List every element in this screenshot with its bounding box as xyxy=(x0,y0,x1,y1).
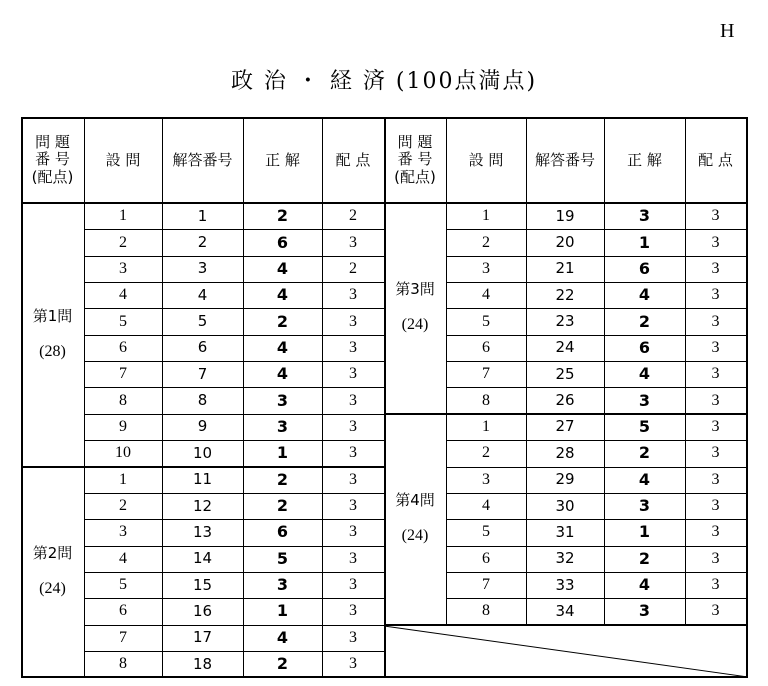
kaito-bango-cell: 6 xyxy=(197,338,208,357)
setsumon-cell: 8 xyxy=(119,655,127,673)
haiten-cell: 3 xyxy=(349,628,357,646)
seikai-cell: 2 xyxy=(638,443,651,463)
row-line xyxy=(446,440,746,441)
setsumon-cell: 6 xyxy=(119,338,127,356)
header-mondai-line: (配点) xyxy=(394,167,436,186)
row-line xyxy=(84,546,384,547)
row-line xyxy=(84,229,384,230)
vline xyxy=(526,117,527,625)
seikai-cell: 3 xyxy=(638,206,651,226)
vline xyxy=(446,117,447,625)
haiten-cell: 3 xyxy=(711,259,720,277)
header-seikai: 正 解 xyxy=(265,150,300,169)
seikai-cell: 4 xyxy=(276,258,289,278)
row-line xyxy=(84,256,384,257)
setsumon-cell: 2 xyxy=(119,497,127,515)
haiten-cell: 3 xyxy=(711,602,720,620)
seikai-cell: 2 xyxy=(276,311,289,331)
setsumon-cell: 5 xyxy=(119,576,127,594)
seikai-cell: 3 xyxy=(638,390,651,410)
row-line xyxy=(446,572,746,573)
seikai-cell: 1 xyxy=(638,232,651,252)
row-line xyxy=(84,440,384,441)
row-line xyxy=(446,335,746,336)
seikai-cell: 5 xyxy=(276,548,289,568)
section-points: (28) xyxy=(39,342,66,360)
haiten-cell: 3 xyxy=(711,207,720,225)
seikai-cell: 2 xyxy=(276,496,289,516)
vline xyxy=(604,117,605,625)
setsumon-cell: 3 xyxy=(119,259,127,277)
setsumon-cell: 6 xyxy=(482,549,490,567)
section-name: 第3問 xyxy=(395,280,435,299)
seikai-cell: 3 xyxy=(276,390,289,410)
setsumon-cell: 8 xyxy=(482,391,490,409)
setsumon-cell: 1 xyxy=(119,470,127,488)
haiten-cell: 3 xyxy=(349,523,357,541)
seikai-cell: 3 xyxy=(638,496,651,516)
row-line xyxy=(446,387,746,388)
vline xyxy=(162,117,163,677)
row-line xyxy=(84,335,384,336)
setsumon-cell: 4 xyxy=(482,286,490,304)
haiten-cell: 3 xyxy=(349,233,357,251)
setsumon-cell: 2 xyxy=(482,233,490,251)
kaito-bango-cell: 24 xyxy=(555,338,575,357)
kaito-bango-cell: 12 xyxy=(192,496,213,515)
kaito-bango-cell: 16 xyxy=(192,601,213,620)
seikai-cell: 4 xyxy=(638,364,651,384)
row-line xyxy=(446,467,746,468)
haiten-cell: 3 xyxy=(711,312,720,330)
kaito-bango-cell: 28 xyxy=(555,443,575,462)
section-divider xyxy=(384,413,746,415)
header-haiten: 配 点 xyxy=(698,150,733,169)
kaito-bango-cell: 14 xyxy=(192,549,213,568)
haiten-cell: 3 xyxy=(349,286,357,304)
seikai-cell: 3 xyxy=(276,575,289,595)
haiten-cell: 3 xyxy=(349,497,357,515)
setsumon-cell: 10 xyxy=(115,444,131,462)
row-line xyxy=(84,282,384,283)
setsumon-cell: 4 xyxy=(119,549,127,567)
setsumon-cell: 2 xyxy=(482,444,490,462)
kaito-bango-cell: 23 xyxy=(555,312,575,331)
setsumon-cell: 1 xyxy=(119,207,127,225)
row-line xyxy=(84,598,384,599)
haiten-cell: 2 xyxy=(349,259,357,277)
setsumon-cell: 1 xyxy=(482,417,490,435)
setsumon-cell: 2 xyxy=(119,233,127,251)
row-line xyxy=(446,282,746,283)
setsumon-cell: 3 xyxy=(482,470,490,488)
seikai-cell: 3 xyxy=(276,416,289,436)
empty-area-diagonal xyxy=(384,625,746,678)
seikai-cell: 6 xyxy=(276,522,289,542)
seikai-cell: 2 xyxy=(276,469,289,489)
kaito-bango-cell: 32 xyxy=(555,549,575,568)
header-setsumon: 設 問 xyxy=(105,150,141,169)
kaito-bango-cell: 19 xyxy=(555,206,575,225)
haiten-cell: 3 xyxy=(711,365,720,383)
seikai-cell: 1 xyxy=(276,443,289,463)
section-name: 第1問 xyxy=(32,306,73,325)
haiten-cell: 3 xyxy=(349,417,357,435)
kaito-bango-cell: 15 xyxy=(192,575,213,594)
section-name: 第2問 xyxy=(32,543,73,562)
haiten-cell: 3 xyxy=(711,444,720,462)
kaito-bango-cell: 25 xyxy=(555,364,575,383)
row-line xyxy=(84,308,384,309)
seikai-cell: 4 xyxy=(276,285,289,305)
seikai-cell: 5 xyxy=(638,416,651,436)
kaito-bango-cell: 5 xyxy=(197,312,208,331)
kaito-bango-cell: 8 xyxy=(197,391,208,410)
kaito-bango-cell: 31 xyxy=(555,522,575,541)
row-line xyxy=(84,493,384,494)
header-mondai-line: (配点) xyxy=(31,167,74,186)
header-mondai-line: 番 号 xyxy=(397,150,433,169)
setsumon-cell: 3 xyxy=(119,523,127,541)
setsumon-cell: 5 xyxy=(119,312,127,330)
header-mondai-line: 問 題 xyxy=(35,133,70,152)
kaito-bango-cell: 9 xyxy=(197,417,208,436)
seikai-cell: 4 xyxy=(276,364,289,384)
kaito-bango-cell: 18 xyxy=(192,654,213,673)
vline xyxy=(243,117,244,677)
row-line xyxy=(84,651,384,652)
kaito-bango-cell: 20 xyxy=(555,233,575,252)
vline xyxy=(21,117,23,677)
haiten-cell: 3 xyxy=(711,233,720,251)
row-line xyxy=(446,308,746,309)
kaito-bango-cell: 27 xyxy=(555,417,575,436)
haiten-cell: 3 xyxy=(349,338,357,356)
haiten-cell: 3 xyxy=(349,365,357,383)
haiten-cell: 3 xyxy=(711,523,720,541)
row-line xyxy=(84,414,384,415)
corner-label: H xyxy=(720,20,735,42)
row-line xyxy=(446,229,746,230)
section-points: (24) xyxy=(39,579,66,597)
setsumon-cell: 7 xyxy=(482,365,490,383)
row-line xyxy=(446,546,746,547)
haiten-cell: 3 xyxy=(349,576,357,594)
haiten-cell: 3 xyxy=(349,655,357,673)
haiten-cell: 3 xyxy=(349,312,357,330)
setsumon-cell: 7 xyxy=(119,365,127,383)
kaito-bango-cell: 7 xyxy=(197,364,208,383)
haiten-cell: 3 xyxy=(711,470,720,488)
seikai-cell: 2 xyxy=(638,311,651,331)
setsumon-cell: 7 xyxy=(119,628,127,646)
header-mondai-line: 番 号 xyxy=(35,150,70,169)
setsumon-cell: 8 xyxy=(119,391,127,409)
kaito-bango-cell: 30 xyxy=(555,496,575,515)
setsumon-cell: 1 xyxy=(482,207,490,225)
vline xyxy=(84,117,85,677)
setsumon-cell: 5 xyxy=(482,523,490,541)
kaito-bango-cell: 4 xyxy=(197,285,208,304)
setsumon-cell: 8 xyxy=(482,602,490,620)
seikai-cell: 2 xyxy=(276,654,289,674)
kaito-bango-cell: 29 xyxy=(555,470,575,489)
vline xyxy=(685,117,686,625)
row-line xyxy=(446,598,746,599)
header-setsumon: 設 問 xyxy=(468,150,504,169)
setsumon-cell: 6 xyxy=(482,338,490,356)
row-line xyxy=(84,361,384,362)
haiten-cell: 3 xyxy=(349,391,357,409)
setsumon-cell: 6 xyxy=(119,602,127,620)
haiten-cell: 3 xyxy=(711,391,720,409)
kaito-bango-cell: 26 xyxy=(555,391,575,410)
kaito-bango-cell: 33 xyxy=(555,575,575,594)
seikai-cell: 2 xyxy=(638,548,651,568)
kaito-bango-cell: 17 xyxy=(192,628,213,647)
seikai-cell: 4 xyxy=(638,575,651,595)
kaito-bango-cell: 1 xyxy=(197,206,208,225)
row-line xyxy=(84,572,384,573)
section-name: 第4問 xyxy=(395,491,435,510)
seikai-cell: 4 xyxy=(638,285,651,305)
setsumon-cell: 3 xyxy=(482,259,490,277)
row-line xyxy=(446,256,746,257)
seikai-cell: 4 xyxy=(276,337,289,357)
haiten-cell: 3 xyxy=(711,286,720,304)
seikai-cell: 3 xyxy=(638,601,651,621)
setsumon-cell: 4 xyxy=(119,286,127,304)
kaito-bango-cell: 22 xyxy=(555,285,575,304)
row-line xyxy=(84,519,384,520)
haiten-cell: 3 xyxy=(711,417,720,435)
row-line xyxy=(446,361,746,362)
haiten-cell: 3 xyxy=(349,602,357,620)
row-line xyxy=(446,493,746,494)
header-mondai-bango xyxy=(21,117,84,203)
header-haiten: 配 点 xyxy=(335,150,371,169)
kaito-bango-cell: 11 xyxy=(192,470,213,489)
kaito-bango-cell: 2 xyxy=(197,233,208,252)
seikai-cell: 2 xyxy=(276,206,289,226)
vline xyxy=(322,117,323,677)
seikai-cell: 6 xyxy=(276,232,289,252)
seikai-cell: 4 xyxy=(276,627,289,647)
haiten-cell: 3 xyxy=(349,549,357,567)
haiten-cell: 3 xyxy=(711,549,720,567)
page-title: 政 治 ・ 経 済 (100点満点) xyxy=(230,69,538,94)
setsumon-cell: 9 xyxy=(119,417,127,435)
setsumon-cell: 7 xyxy=(482,576,490,594)
kaito-bango-cell: 3 xyxy=(197,259,208,278)
header-kaito-bango: 解答番号 xyxy=(534,150,595,169)
header-mondai-line: 問 題 xyxy=(397,133,433,152)
seikai-cell: 1 xyxy=(276,601,289,621)
setsumon-cell: 5 xyxy=(482,312,490,330)
haiten-cell: 3 xyxy=(711,576,720,594)
section-divider xyxy=(21,466,384,468)
kaito-bango-cell: 13 xyxy=(192,522,213,541)
row-line xyxy=(84,387,384,388)
header-kaito-bango: 解答番号 xyxy=(172,150,233,169)
seikai-cell: 6 xyxy=(638,337,651,357)
vline xyxy=(746,117,748,677)
haiten-cell: 3 xyxy=(711,497,720,515)
row-line xyxy=(446,519,746,520)
haiten-cell: 3 xyxy=(711,338,720,356)
header-seikai: 正 解 xyxy=(627,150,662,169)
seikai-cell: 1 xyxy=(638,522,651,542)
section-points: (24) xyxy=(401,316,429,334)
vline xyxy=(384,117,386,677)
diagonal-line xyxy=(384,626,746,677)
haiten-cell: 3 xyxy=(349,470,357,488)
haiten-cell: 2 xyxy=(349,207,357,225)
setsumon-cell: 4 xyxy=(482,497,490,515)
kaito-bango-cell: 21 xyxy=(555,259,575,278)
kaito-bango-cell: 10 xyxy=(192,443,213,462)
header-mondai-bango xyxy=(384,117,446,203)
section-points: (24) xyxy=(401,527,429,545)
haiten-cell: 3 xyxy=(349,444,357,462)
seikai-cell: 4 xyxy=(638,469,651,489)
kaito-bango-cell: 34 xyxy=(555,601,575,620)
seikai-cell: 6 xyxy=(638,258,651,278)
row-line xyxy=(84,625,384,626)
